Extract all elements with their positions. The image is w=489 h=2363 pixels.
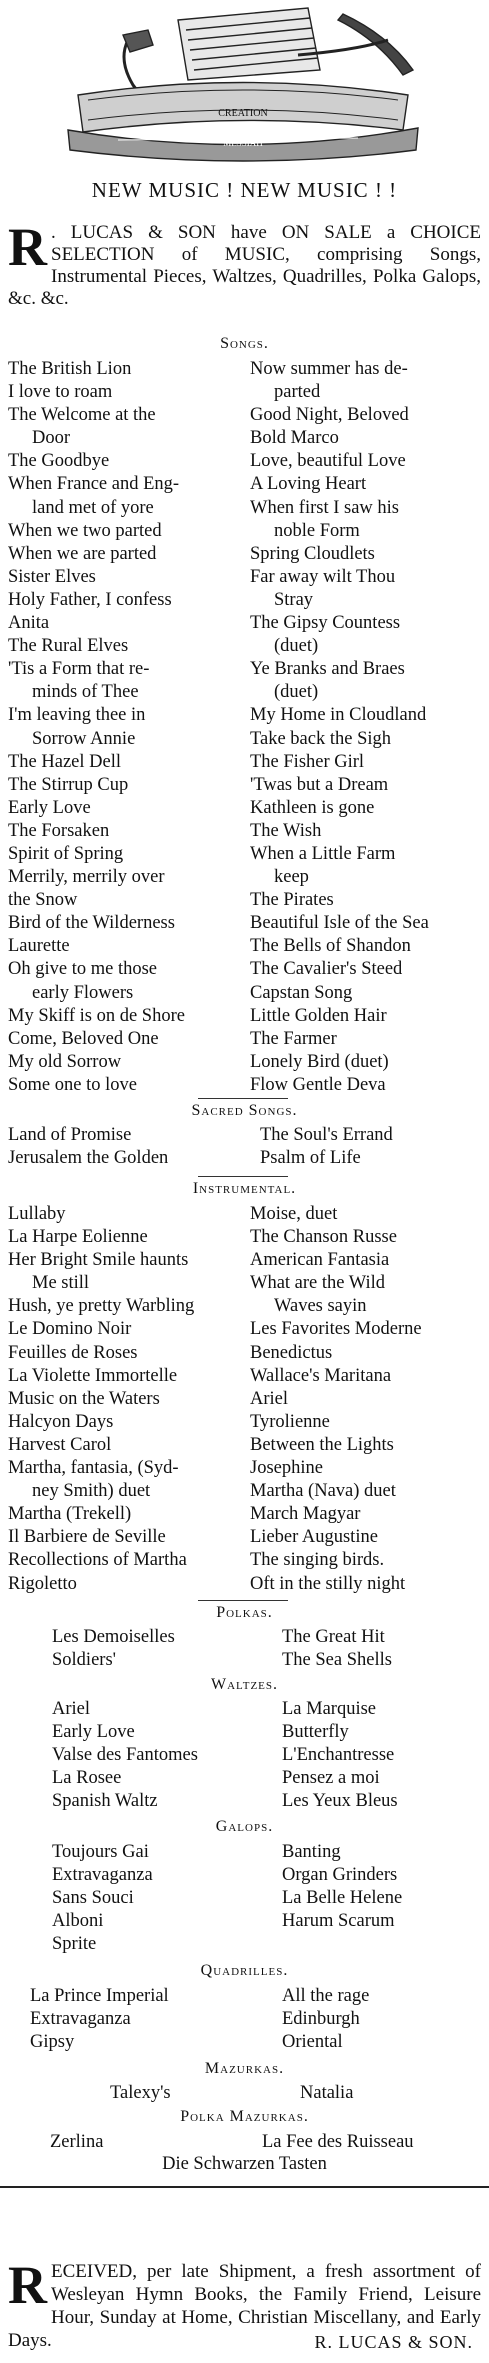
mazurkas-heading: Mazurkas.	[204, 2060, 285, 2077]
list-item: All the rage	[282, 1986, 370, 2006]
list-item: Les Favorites Moderne	[250, 1319, 422, 1340]
polkas-right-column	[282, 1626, 392, 1672]
list-item: Far away wilt Thou	[250, 566, 396, 587]
list-item: When a Little Farm	[250, 843, 396, 864]
list-item: Alboni	[52, 1911, 104, 1932]
list-item: Oriental	[282, 2032, 343, 2053]
list-item: keep	[274, 867, 309, 888]
list-item: (duet)	[274, 636, 319, 657]
list-item: Josephine	[250, 1458, 323, 1479]
list-item: When France and Eng-	[8, 474, 180, 495]
list-item: Gipsy	[30, 2032, 75, 2053]
list-item: When first I saw his	[250, 497, 399, 518]
list-item: Talexy's	[110, 2083, 171, 2103]
headline: NEW MUSIC ! NEW MUSIC ! !	[91, 178, 398, 202]
polka-mazurkas-right-column	[262, 2131, 414, 2154]
list-item: Beautiful Isle of the Sea	[250, 913, 429, 934]
list-item: Lonely Bird (duet)	[250, 1051, 389, 1072]
intro-dropcap: R	[8, 217, 47, 277]
list-item: Early Love	[52, 1722, 135, 1743]
list-item: Now summer has de-	[250, 359, 408, 379]
list-item: Tyrolienne	[250, 1411, 330, 1432]
list-item: L'Enchantresse	[282, 1745, 395, 1766]
list-item: The Wish	[250, 820, 322, 841]
list-item: La Prince Imperial	[30, 1986, 169, 2006]
list-item: 'Twas but a Dream	[250, 774, 389, 795]
list-item: Butterfly	[282, 1722, 349, 1743]
list-item: My Home in Cloudland	[250, 705, 427, 726]
list-item: Capstan Song	[250, 982, 353, 1003]
galops-left-column	[52, 1841, 153, 1956]
list-item: Laurette	[8, 936, 70, 957]
list-item: The Fisher Girl	[250, 751, 365, 772]
list-item: (duet)	[274, 682, 319, 703]
list-item: Kathleen is gone	[250, 797, 375, 818]
list-item: Stray	[274, 589, 314, 610]
list-item: Banting	[282, 1842, 341, 1862]
quadrilles-heading: Quadrilles.	[200, 1962, 289, 1979]
section-rule	[198, 1098, 288, 1099]
list-item: Organ Grinders	[282, 1865, 398, 1886]
list-item: Oft in the stilly night	[250, 1573, 406, 1594]
list-item: Les Yeux Bleus	[282, 1791, 398, 1812]
list-item: Good Night, Beloved	[250, 405, 409, 426]
list-item: Edinburgh	[282, 2009, 360, 2030]
list-item: Between the Lights	[250, 1434, 394, 1455]
list-item: The Goodbye	[8, 451, 110, 472]
list-item: La Rosee	[52, 1768, 122, 1789]
list-item: The Bells of Shandon	[250, 936, 411, 957]
intro-paragraph	[8, 217, 481, 310]
list-item: La Violette Immortelle	[8, 1365, 178, 1386]
section-rule	[198, 1176, 288, 1177]
list-item: When we are parted	[8, 543, 157, 564]
list-item: Me still	[32, 1273, 90, 1294]
mazurkas-right-column	[300, 2082, 353, 2105]
list-item: Sorrow Annie	[32, 728, 136, 749]
list-item: Door	[32, 428, 71, 449]
list-item: Benedictus	[250, 1342, 333, 1363]
footer-rule	[0, 2186, 489, 2188]
footer-dropcap: R	[8, 2255, 47, 2315]
list-item: Harvest Carol	[8, 1434, 112, 1455]
list-item: March Magyar	[250, 1504, 361, 1525]
list-item: Ye Branks and Braes	[250, 659, 405, 680]
list-item: Martha (Trekell)	[8, 1504, 132, 1525]
list-item: ney Smith) duet	[32, 1481, 151, 1502]
waltzes-right-column	[282, 1698, 398, 1813]
banner-text-top: CREATION	[218, 108, 268, 119]
list-item: Extravaganza	[52, 1865, 153, 1886]
polka-mazurkas-left-column	[50, 2131, 103, 2154]
list-item: The Rural Elves	[8, 636, 129, 657]
songs-left-column	[8, 358, 185, 1097]
list-item: Martha (Nava) duet	[250, 1481, 396, 1502]
list-item: Lieber Augustine	[250, 1527, 378, 1548]
list-item: Spirit of Spring	[8, 843, 124, 864]
signature: R. LUCAS & SON.	[314, 2332, 473, 2352]
polkas-heading: Polkas.	[216, 1604, 273, 1621]
list-item: The British Lion	[8, 359, 132, 379]
list-item: Psalm of Life	[260, 1148, 361, 1169]
list-item: La Marquise	[282, 1699, 377, 1719]
list-item: Early Love	[8, 797, 91, 818]
list-item: The Forsaken	[8, 820, 110, 841]
list-item: I'm leaving thee in	[8, 705, 146, 726]
list-item: The Farmer	[250, 1028, 337, 1049]
list-item: The Soul's Errand	[260, 1125, 393, 1145]
sacred-left-column	[8, 1124, 168, 1170]
list-item: Oh give to me those	[8, 959, 158, 980]
list-item: Waves sayin	[274, 1296, 367, 1317]
list-item: The Sea Shells	[282, 1650, 392, 1671]
list-item: My Skiff is on de Shore	[8, 1005, 185, 1026]
quadrilles-right-column	[282, 1985, 369, 2054]
polka-mazurkas-heading: Polka Mazurkas.	[180, 2108, 309, 2125]
list-item: 'Tis a Form that re-	[8, 659, 150, 680]
polka-mazurka-centered-title: Die Schwarzen Tasten	[162, 2154, 327, 2174]
intro-text: . LUCAS & SON have ON SALE a CHOICE SELECTION of MUSIC, comprising Songs, Instrumental Pieces, Waltzes, Quadrilles, Polka Galops, &c. &c.	[8, 222, 481, 309]
list-item: Take back the Sigh	[250, 728, 392, 749]
list-item: Valse des Fantomes	[52, 1745, 198, 1766]
footer-text: ECEIVED, per late Shipment, a fresh assortment of Wesleyan Hymn Books, the Family Friend, Leisure Hour, Sunday at Home, Christian Miscellany, and Early Days.	[8, 2261, 481, 2351]
list-item: Ariel	[250, 1388, 289, 1409]
list-item: What are the Wild	[250, 1273, 386, 1294]
list-item: The Chanson Russe	[250, 1227, 397, 1248]
section-rule	[198, 1600, 288, 1601]
waltzes-left-column	[52, 1698, 198, 1813]
list-item: land met of yore	[32, 497, 154, 518]
list-item: La Belle Helene	[282, 1888, 403, 1909]
list-item: the Snow	[8, 890, 78, 911]
list-item: Extravaganza	[30, 2009, 131, 2030]
list-item: Anita	[8, 613, 50, 634]
list-item: Recollections of Martha	[8, 1550, 187, 1571]
list-item: Les Demoiselles	[52, 1627, 175, 1647]
sacred-right-column	[260, 1124, 393, 1170]
list-item: Sans Souci	[52, 1888, 134, 1909]
list-item: Bird of the Wilderness	[8, 913, 175, 934]
list-item: The Hazel Dell	[8, 751, 121, 772]
list-item: Holy Father, I confess	[8, 589, 172, 610]
list-item: minds of Thee	[32, 682, 139, 703]
list-item: Harum Scarum	[282, 1911, 395, 1932]
list-item: Hush, ye pretty Warbling	[8, 1296, 195, 1317]
list-item: Moise, duet	[250, 1204, 338, 1224]
list-item: The Pirates	[250, 890, 334, 911]
list-item: Soldiers'	[52, 1650, 116, 1671]
list-item: The Stirrup Cup	[8, 774, 129, 795]
galops-right-column	[282, 1841, 402, 1933]
list-item: Lullaby	[8, 1204, 66, 1224]
list-item: Rigoletto	[8, 1573, 77, 1594]
galops-heading: Galops.	[215, 1818, 274, 1835]
list-item: Martha, fantasia, (Syd-	[8, 1458, 179, 1479]
mazurkas-left-column	[110, 2082, 171, 2105]
list-item: When we two parted	[8, 520, 162, 541]
list-item: Flow Gentle Deva	[250, 1074, 386, 1095]
list-item: Il Barbiere de Seville	[8, 1527, 166, 1548]
list-item: The Cavalier's Steed	[250, 959, 403, 980]
list-item: A Loving Heart	[250, 474, 367, 495]
list-item: Music on the Waters	[8, 1388, 160, 1409]
list-item: Ariel	[52, 1699, 91, 1719]
list-item: The Gipsy Countess	[250, 613, 401, 634]
list-item: Bold Marco	[250, 428, 339, 449]
waltzes-heading: Waltzes.	[210, 1676, 279, 1693]
list-item: Le Domino Noir	[8, 1319, 132, 1340]
list-item: Sprite	[52, 1934, 97, 1955]
list-item: Halcyon Days	[8, 1411, 114, 1432]
list-item: The singing birds.	[250, 1550, 385, 1571]
instrumental-right-column	[250, 1203, 422, 1596]
list-item: Love, beautiful Love	[250, 451, 406, 472]
list-item: Merrily, merrily over	[8, 867, 165, 888]
list-item: Come, Beloved One	[8, 1028, 159, 1049]
list-item: The Welcome at the	[8, 405, 156, 426]
list-item: Sister Elves	[8, 566, 96, 587]
sacred-heading: Sacred Songs.	[191, 1102, 298, 1119]
list-item: La Fee des Ruisseau	[262, 2132, 414, 2152]
list-item: Spring Cloudlets	[250, 543, 375, 564]
quadrilles-left-column	[30, 1985, 169, 2054]
list-item: Toujours Gai	[52, 1842, 149, 1862]
list-item: Feuilles de Roses	[8, 1342, 138, 1363]
instrumental-left-column	[8, 1203, 194, 1596]
list-item: Land of Promise	[8, 1125, 132, 1145]
banner-text-bottom: MESSIAH	[223, 138, 263, 148]
list-item: I love to roam	[8, 382, 113, 403]
list-item: American Fantasia	[250, 1250, 390, 1271]
list-item: Wallace's Maritana	[250, 1365, 392, 1386]
polkas-left-column	[52, 1626, 175, 1672]
list-item: The Great Hit	[282, 1627, 385, 1647]
list-item: noble Form	[274, 520, 360, 541]
songs-right-column	[250, 358, 429, 1097]
songs-heading: Songs.	[220, 335, 269, 352]
list-item: Some one to love	[8, 1074, 137, 1095]
list-item: La Harpe Eolienne	[8, 1227, 148, 1248]
list-item: Zerlina	[50, 2132, 104, 2152]
list-item: Spanish Waltz	[52, 1791, 158, 1812]
list-item: Little Golden Hair	[250, 1005, 387, 1026]
music-instruments-engraving	[58, 0, 428, 168]
list-item: My old Sorrow	[8, 1051, 122, 1072]
list-item: Natalia	[300, 2083, 354, 2103]
instrumental-heading: Instrumental.	[192, 1180, 297, 1197]
list-item: Jerusalem the Golden	[8, 1148, 169, 1169]
list-item: Her Bright Smile haunts	[8, 1250, 189, 1271]
list-item: early Flowers	[32, 982, 134, 1003]
list-item: parted	[274, 382, 321, 403]
list-item: Pensez a moi	[282, 1768, 380, 1789]
